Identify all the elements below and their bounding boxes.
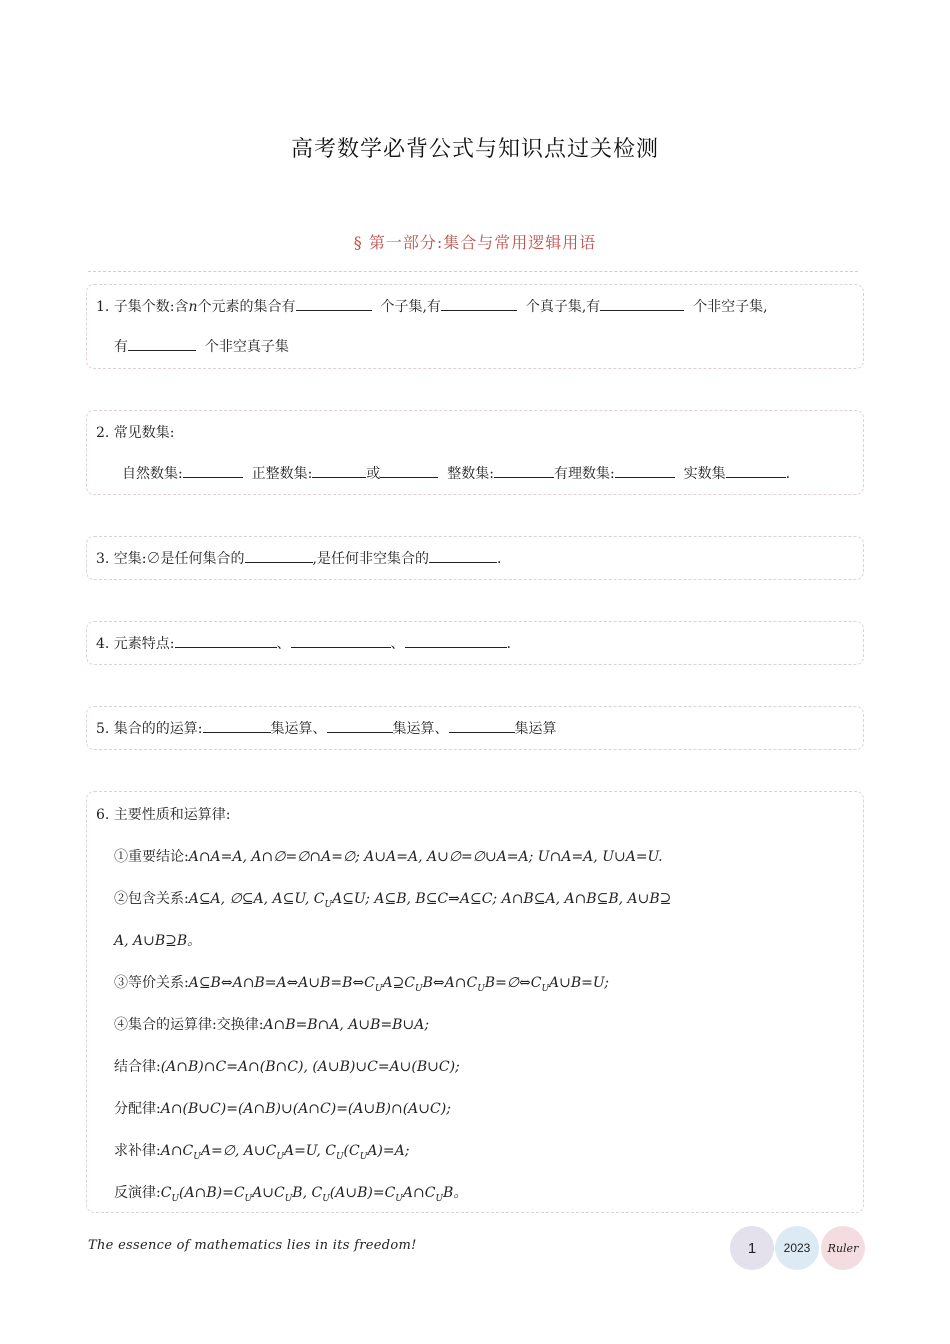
question-4-line: 4. 元素特点: 、 、 . [96,633,511,653]
answer-blank[interactable] [291,633,391,648]
inclusion-relations-continued: A, A∪B⊇B。 [114,933,202,949]
question-box-4 [86,621,864,665]
inclusion-relations: ②包含关系:A⊆A, ∅⊆A, A⊆U, $C_UA⊆U$; A⊆B, B⊆C⇒A⊆C; A∩B⊆A, A∩B⊆B, A∪B⊇ [114,891,672,910]
answer-blank[interactable] [203,718,271,733]
page-number-badge: 1 [730,1226,774,1270]
equivalence-relations: ③等价关系$:A⊆B\Leftrightarrow A\cap B=A\Leftrightarrow A\cup B=B\Leftrightarrow C_UA⊇C_UB\Leftrightarrow A\cap C_UB=\emptyset\Leftrightarrow C_UA\cup B=U$; [114,975,609,994]
section-heading: § 第一部分:集合与常用逻辑用语 [353,233,597,252]
associative-law: 结合律:(A∩B)∩C=A∩(B∩C), (A∪B)∪C=A∪(B∪C); [114,1059,460,1075]
complement-law: 求补律$:A\cap C_UA=\emptyset$, $A\cup C_UA=U$, $C_U(C_UA)=A$; [114,1143,410,1162]
question-box-3 [86,536,864,580]
answer-blank[interactable] [327,718,393,733]
answer-blank[interactable] [449,718,515,733]
answer-blank[interactable] [312,463,366,478]
answer-blank[interactable] [429,548,497,563]
page-title: 高考数学必背公式与知识点过关检测 [290,137,659,162]
question-1-line-2: 有 个非空真子集 [114,336,289,356]
question-6-heading: 6. 主要性质和运算律: [96,807,231,823]
answer-blank[interactable] [615,463,675,478]
question-1-line-1: 1. 子集个数:含n个元素的集合有 个子集,有 个真子集,有 个非空子集, [96,296,768,316]
commutative-law: ④集合的运算律:交换律:A∩B=B∩A, A∪B=B∪A; [114,1017,430,1033]
answer-blank[interactable] [128,336,196,351]
distributive-law: 分配律:A∩(B∪C)=(A∩B)∪(A∩C)=(A∪B)∩(A∪C); [114,1101,451,1117]
answer-blank[interactable] [380,463,438,478]
question-box-2 [86,410,864,495]
answer-blank[interactable] [494,463,554,478]
answer-blank[interactable] [600,296,684,311]
question-2-line-2: 自然数集: 正整数集: 或 整数集: 有理数集: 实数集 . [122,463,790,483]
answer-blank[interactable] [296,296,372,311]
question-box-6 [86,791,864,1213]
answer-blank[interactable] [175,633,277,648]
de-morgan-law: 反演律$:C_U(A\cap B)=C_UA\cup C_UB$, $C_U(A\cup B)=C_UA\cap C_UB$。 [114,1185,468,1204]
brand-badge: Ruler [821,1226,865,1270]
year-badge: 2023 [775,1226,819,1270]
question-box-5 [86,706,864,750]
answer-blank[interactable] [245,548,313,563]
question-2-line-1: 2. 常见数集: [96,425,175,441]
question-3-line: 3. 空集:∅是任何集合的 ,是任何非空集合的 . [96,548,501,568]
answer-blank[interactable] [405,633,507,648]
answer-blank[interactable] [726,463,786,478]
section-divider [88,271,858,272]
question-5-line: 5. 集合的的运算: 集运算、 集运算、 集运算 [96,718,557,738]
answer-blank[interactable] [441,296,517,311]
footer-quote: The essence of mathematics lies in its freedom! [88,1238,417,1253]
answer-blank[interactable] [183,463,243,478]
question-box-1 [86,284,864,369]
important-conclusions: ①重要结论:A∩A=A, A∩∅=∅∩A=∅; A∪A=A, A∪∅=∅∪A=A; U∩A=A, U∪A=U. [114,849,663,865]
